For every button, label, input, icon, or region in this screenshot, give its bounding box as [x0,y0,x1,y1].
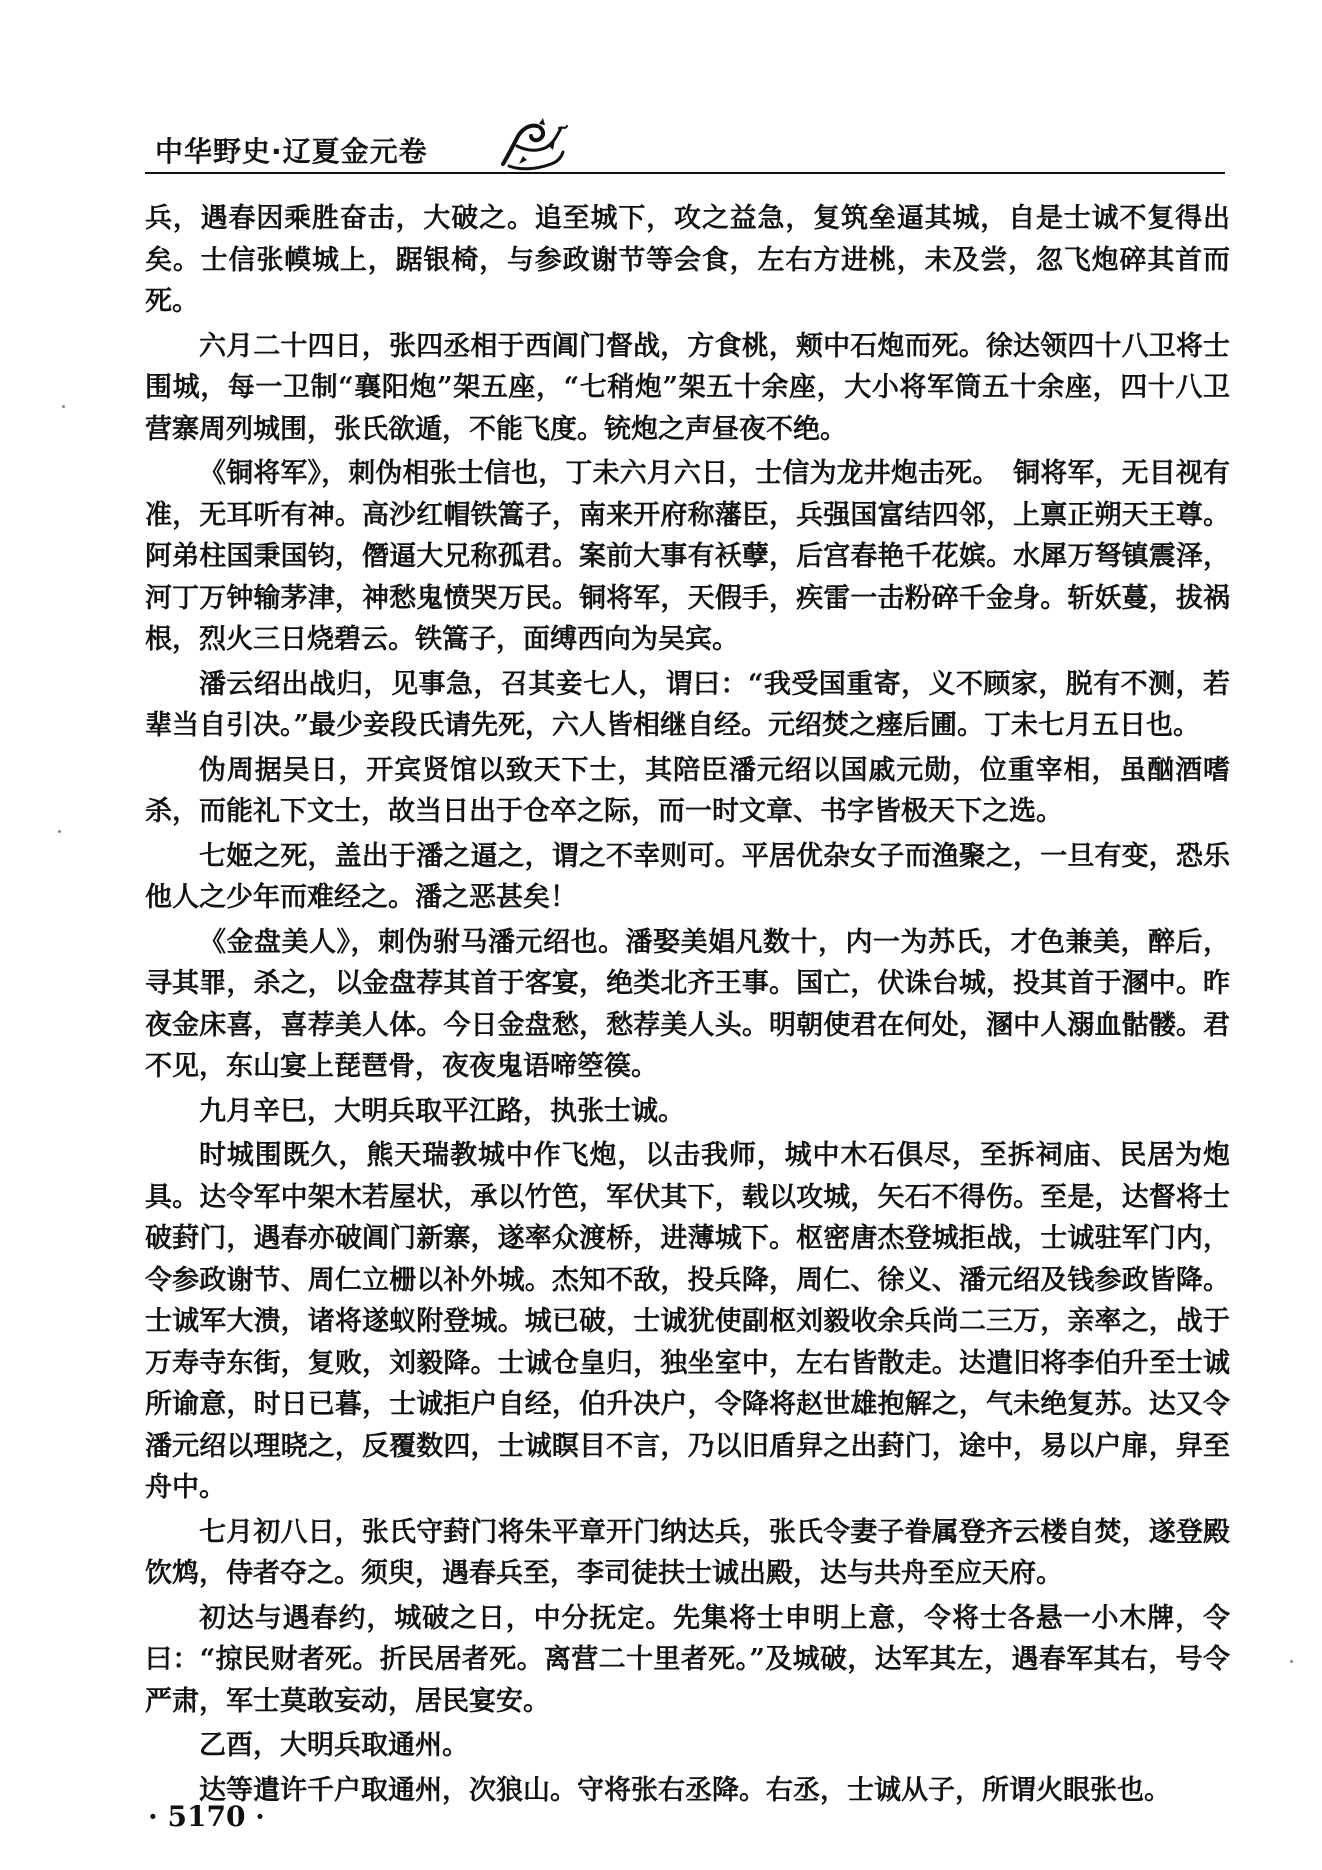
paragraph: 七姬之死，盖出于潘之逼之，谓之不幸则可。平居优杂女子而渔聚之，一旦有变，恐乐他人之少年而难经之。潘之恶甚矣！ [145,840,1230,913]
paragraph: 兵，遇春因乘胜奋击，大破之。追至城下，攻之益急，复筑垒逼其城，自是士诚不复得出矣。士信张幙城上，踞银椅，与参政谢节等会食，左右方进桃，未及尝，忽飞炮碎其首而死。 [145,203,1230,317]
running-title: 中华野史·辽夏金元卷 [155,135,428,168]
paragraph: 潘云绍出战归，见事急，召其妾七人，谓曰：“我受国重寄，义不顾家，脱有不测，若辈当自引决。”最少妾段氏请先死，六人皆相继自经。元绍焚之瘗后圃。丁未七月五日也。 [145,668,1230,741]
paragraph: 伪周据吴日，开宾贤馆以致天下士，其陪臣潘元绍以国戚元勋，位重宰相，虽酗酒嗜杀，而能礼下文士，故当日出于仓卒之际，而一时文章、书字皆极天下之选。 [145,754,1230,827]
paragraph: 《金盘美人》，刺伪驸马潘元绍也。潘娶美娼凡数十，内一为苏氏，才色兼美，醉后，寻其罪，杀之，以金盘荐其首于客宴，绝类北齐王事。国亡，伏诛台城，投其首于溷中。昨夜金床喜，喜荐美人体。今日金盘愁，愁荐美人头。明朝使君在何处，溷中人溺血骷髅。君不见，东山宴上琵琶骨，夜夜鬼语啼箜篌。 [145,926,1230,1082]
paragraph: 七月初八日，张氏守葑门将朱平章开门纳达兵，张氏令妻子眷属登齐云楼自焚，遂登殿饮鸩，侍者夺之。须臾，遇春兵至，李司徒扶士诚出殿，达与共舟至应天府。 [145,1516,1230,1589]
scan-speck [1290,1660,1293,1663]
dragon-emblem-icon [495,116,569,174]
paragraph: 达等遣许千户取通州，次狼山。守将张右丞降。右丞，士诚从子，所谓火眼张也。 [199,1774,1171,1806]
scan-speck [62,405,65,408]
paragraph: 九月辛巳，大明兵取平江路，执张士诚。 [199,1095,685,1127]
paragraph: 乙酉，大明兵取通州。 [199,1730,469,1761]
scan-speck [58,830,61,833]
paragraph: 《铜将军》，刺伪相张士信也，丁未六月六日，士信为龙井炮击死。 铜将军，无目视有准，无耳听有神。高沙红帽铁篙子，南来开府称藩臣，兵强国富结四邻，上禀正朔天王尊。阿弟柱国秉国钧，僭逼大兄称孤君。案前大事有袄孽，后宫春艳千花嫔。水犀万弩镇震泽，河丁万钟输茅津，神愁鬼愤哭万民。铜将军，天假手，疾雷一击粉碎千金身。斩妖蔓，拔祸根，烈火三日烧碧云。铁篙子，面缚西向为吴宾。 [145,458,1230,655]
page-number: · 5170 · [148,1800,265,1833]
paragraph: 六月二十四日，张四丞相于西阊门督战，方食桃，颊中石炮而死。徐达领四十八卫将士围城，每一卫制“襄阳炮”架五座，“七稍炮”架五十余座，大小将军筒五十余座，四十八卫营寨周列城围，张氏欲遁，不能飞度。铳炮之声昼夜不绝。 [145,330,1230,445]
paragraph: 初达与遇春约，城破之日，中分抚定。先集将士申明上意，令将士各悬一小木牌，令曰：“掠民财者死。折民居者死。离营二十里者死。”及城破，达军其左，遇春军其右，号令严肃，军士莫敢妄动，居民宴安。 [145,1602,1230,1717]
paragraph: 时城围既久，熊天瑞教城中作飞炮，以击我师，城中木石俱尽，至拆祠庙、民居为炮具。达令军中架木若屋状，承以竹笆，军伏其下，载以攻城，矢石不得伤。至是，达督将士破葑门，遇春亦破阊门新寨，遂率众渡桥，进薄城下。枢密唐杰登城拒战，士诚驻军门内，令参政谢节、周仁立栅以补外城。杰知不敌，投兵降，周仁、徐义、潘元绍及钱参政皆降。士诚军大溃，诸将遂蚁附登城。城已破，士诚犹使副枢刘毅收余兵尚二三万，亲率之，战于万寿寺东街，复败，刘毅降。士诚仓皇归，独坐室中，左右皆散走。达遣旧将李伯升至士诚所谕意，时日已暮，士诚拒户自经，伯升决户，令降将赵世雄抱解之，气未绝复苏。达又令潘元绍以理晓之，反覆数四，士诚瞑目不言，乃以旧盾舁之出葑门，途中，易以户扉，舁至舟中。 [145,1140,1230,1503]
header-rule [145,172,1225,174]
page-header [145,110,1225,180]
page-body [145,198,1230,1814]
